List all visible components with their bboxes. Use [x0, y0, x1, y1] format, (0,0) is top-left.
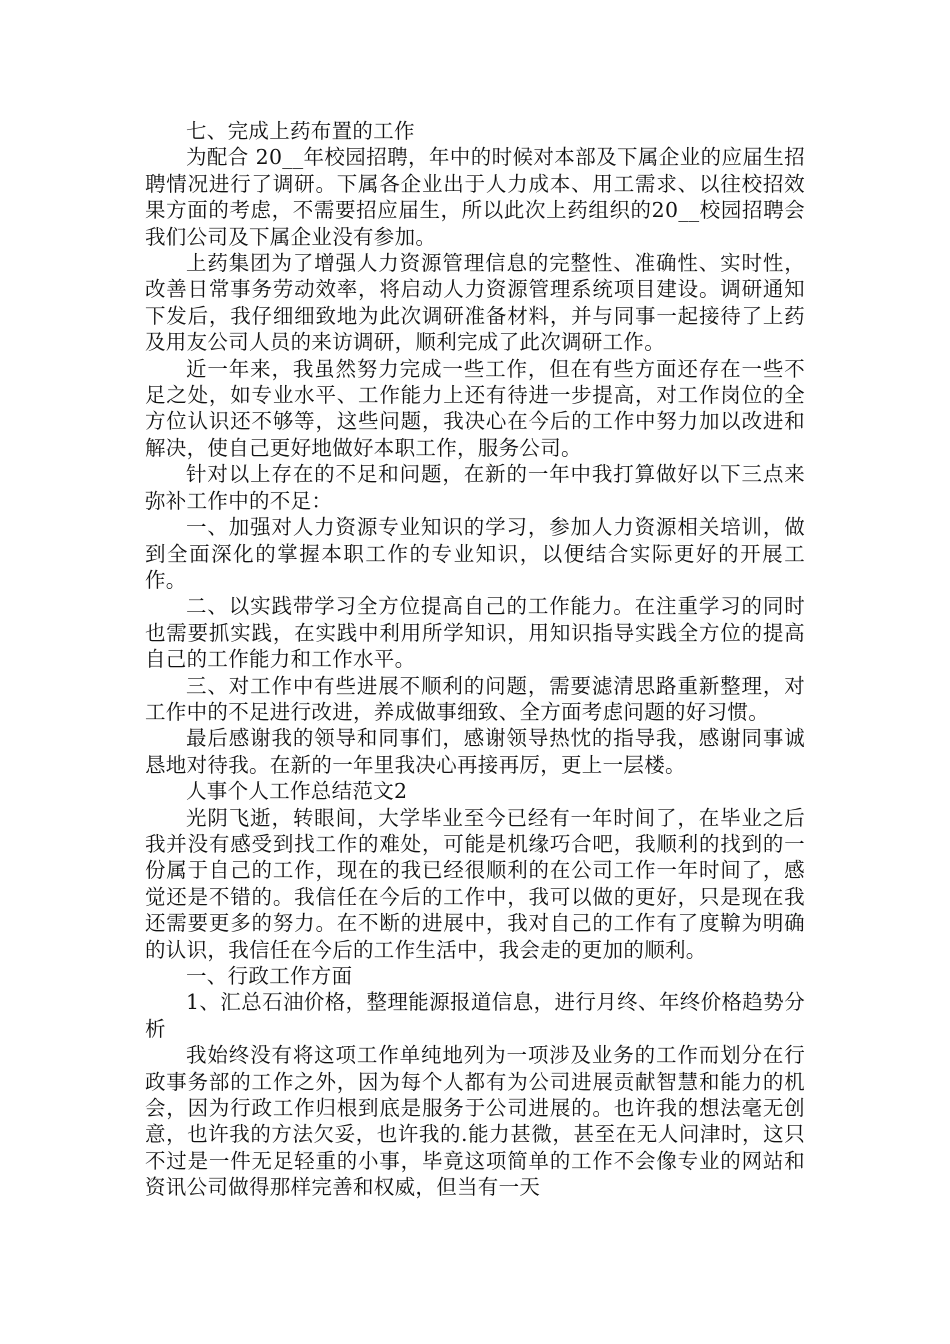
- document-body: [145, 118, 805, 1201]
- paragraph: 上药集团为了增强人力资源管理信息的完整性、准确性、实时性，改善日常事务劳动效率，将启动人力资源管理系统项目建设。调研通知下发后，我仔细细致地为此次调研准备材料，并与同事一起接待了上药及用友公司人员的来访调研，顺利完成了此次调研工作。: [145, 251, 805, 355]
- paragraph: 近一年来，我虽然努力完成一些工作，但在有些方面还存在一些不足之处，如专业水平、工作能力上还有待进一步提高，对工作岗位的全方位认识还不够等，这些问题，我决心在今后的工作中努力加以改进和解决，使自己更好地做好本职工作，服务公司。: [145, 356, 805, 460]
- article-title: 人事个人工作总结范文2: [186, 779, 408, 804]
- paragraph: 最后感谢我的领导和同事们，感谢领导热忱的指导我，感谢同事诚恳地对待我。在新的一年里我决心再接再厉，更上一层楼。: [145, 726, 805, 777]
- paragraph: 为配合 20__年校园招聘，年中的时候对本部及下属企业的应届生招聘情况进行了调研。下属各企业出于人力成本、用工需求、以往校招效果方面的考虑，不需要招应届生，所以此次上药组织的20__校园招聘会我们公司及下属企业没有参加。: [145, 145, 805, 249]
- paragraph: 三、对工作中有些进展不顺利的问题，需要滤清思路重新整理，对工作中的不足进行改进，养成做事细致、全方面考虑问题的好习惯。: [145, 673, 805, 724]
- paragraph: 针对以上存在的不足和问题，在新的一年中我打算做好以下三点来弥补工作中的不足：: [145, 462, 805, 513]
- section-heading: 一、行政工作方面: [186, 964, 353, 988]
- paragraph: 光阴飞逝，转眼间，大学毕业至今已经有一年时间了，在毕业之后我并没有感受到找工作的难处，可能是机缘巧合吧，我顺利的找到的一份属于自己的工作，现在的我已经很顺利的在公司工作一年时间了，感觉还是不错的。我信任在今后的工作中，我可以做的更好，只是现在我还需要更多的努力。在不断的进展中，我对自己的工作有了度鞥为明确的认识，我信任在今后的工作生活中，我会走的更加的顺利。: [145, 805, 805, 962]
- paragraph: 一、加强对人力资源专业知识的学习，参加人力资源相关培训，做到全面深化的掌握本职工作的专业知识，以便结合实际更好的开展工作。: [145, 515, 805, 592]
- section-heading: 七、完成上药布置的工作: [186, 119, 415, 143]
- paragraph: 1、汇总石油价格，整理能源报道信息，进行月终、年终价格趋势分析: [145, 990, 805, 1041]
- paragraph: 二、以实践带学习全方位提高自己的工作能力。在注重学习的同时也需要抓实践，在实践中利用所学知识，用知识指导实践全方位的提高自己的工作能力和工作水平。: [145, 594, 805, 672]
- paragraph: 我始终没有将这项工作单纯地列为一项涉及业务的工作而划分在行政事务部的工作之外，因为每个人都有为公司进展贡献智慧和能力的机会，因为行政工作归根到底是服务于公司进展的。也许我的想法毫无创意，也许我的方法欠妥，也许我的.能力甚微，甚至在无人问津时，这只不过是一件无足轻重的小事，毕竟这项简单的工作不会像专业的网站和资讯公司做得那样完善和权威，但当有一天: [145, 1043, 805, 1200]
